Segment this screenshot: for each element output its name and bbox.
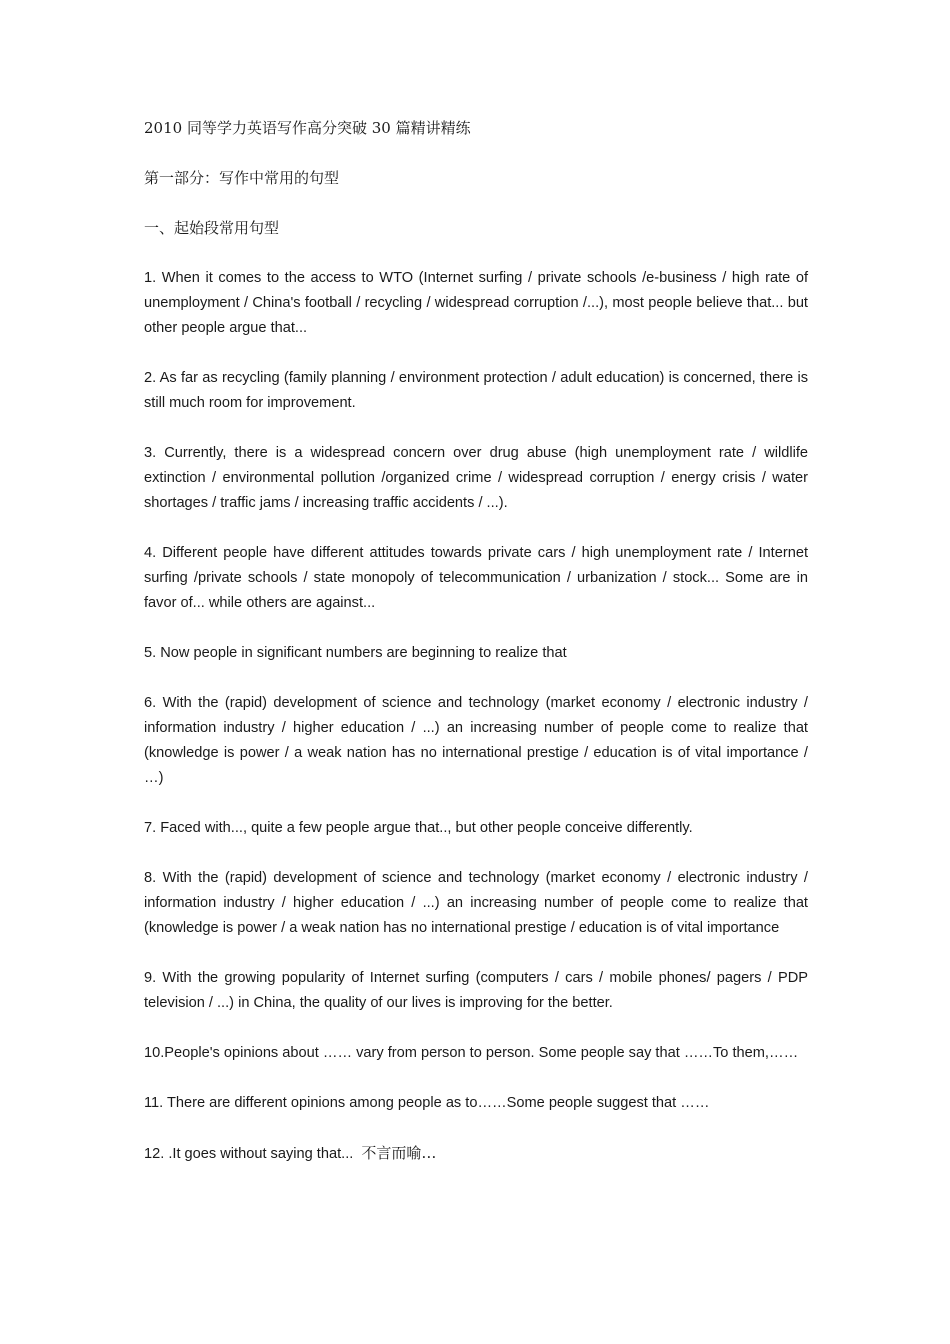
sentence-pattern-12-chinese: 不言而喻… xyxy=(361,1144,437,1162)
sentence-pattern-12 xyxy=(144,1141,808,1167)
sentence-pattern-2: 2. As far as recycling (family planning / environment protection / adult education) is concerned, there is still much room for improvement. xyxy=(144,370,808,411)
document-body xyxy=(144,116,808,1167)
sentence-pattern-11: 11. There are different opinions among people as to……Some people suggest that …… xyxy=(144,1095,710,1111)
document-title: 2010 同等学力英语写作高分突破 30 篇精讲精练 xyxy=(144,119,471,137)
sentence-pattern-5: 5. Now people in significant numbers are beginning to realize that xyxy=(144,645,567,661)
sentence-pattern-12-english: 12. .It goes without saying that... xyxy=(144,1146,354,1162)
sentence-pattern-6: 6. With the (rapid) development of science and technology (market economy / electronic industry / information industry / higher education / ...) an increasing number of people come to realize that (knowledge is power / a weak nation has no international prestige / education is of vital importance / …) xyxy=(144,695,808,786)
sentence-pattern-1: 1. When it comes to the access to WTO (Internet surfing / private schools /e-business / high rate of unemployment / China's football / recycling / widespread corruption /...), most people believe that... but other people argue that... xyxy=(144,270,808,336)
sentence-pattern-3: 3. Currently, there is a widespread concern over drug abuse (high unemployment rate / wildlife extinction / environmental pollution /organized crime / widespread corruption / energy crisis / water shortages / traffic jams / increasing traffic accidents / ...). xyxy=(144,445,808,511)
sentence-pattern-10: 10.People's opinions about …… vary from person to person. Some people say that ……To them,…… xyxy=(144,1045,799,1061)
sentence-pattern-9: 9. With the growing popularity of Internet surfing (computers / cars / mobile phones/ pagers / PDP television / ...) in China, the quality of our lives is improving for the better. xyxy=(144,970,808,1011)
section-heading: 一、起始段常用句型 xyxy=(144,219,280,237)
sentence-pattern-4: 4. Different people have different attitudes towards private cars / high unemployment rate / Internet surfing /private schools / state monopoly of telecommunication / urbanization / stock... Some are in favor of... while others are against... xyxy=(144,545,808,611)
sentence-pattern-8: 8. With the (rapid) development of science and technology (market economy / electronic industry / information industry / higher education / ...) an increasing number of people come to realize that (knowledge is power / a weak nation has no international prestige / education is of vital importance xyxy=(144,870,808,936)
sentence-pattern-7: 7. Faced with..., quite a few people argue that.., but other people conceive differently. xyxy=(144,820,693,836)
part-heading: 第一部分：写作中常用的句型 xyxy=(144,169,340,187)
